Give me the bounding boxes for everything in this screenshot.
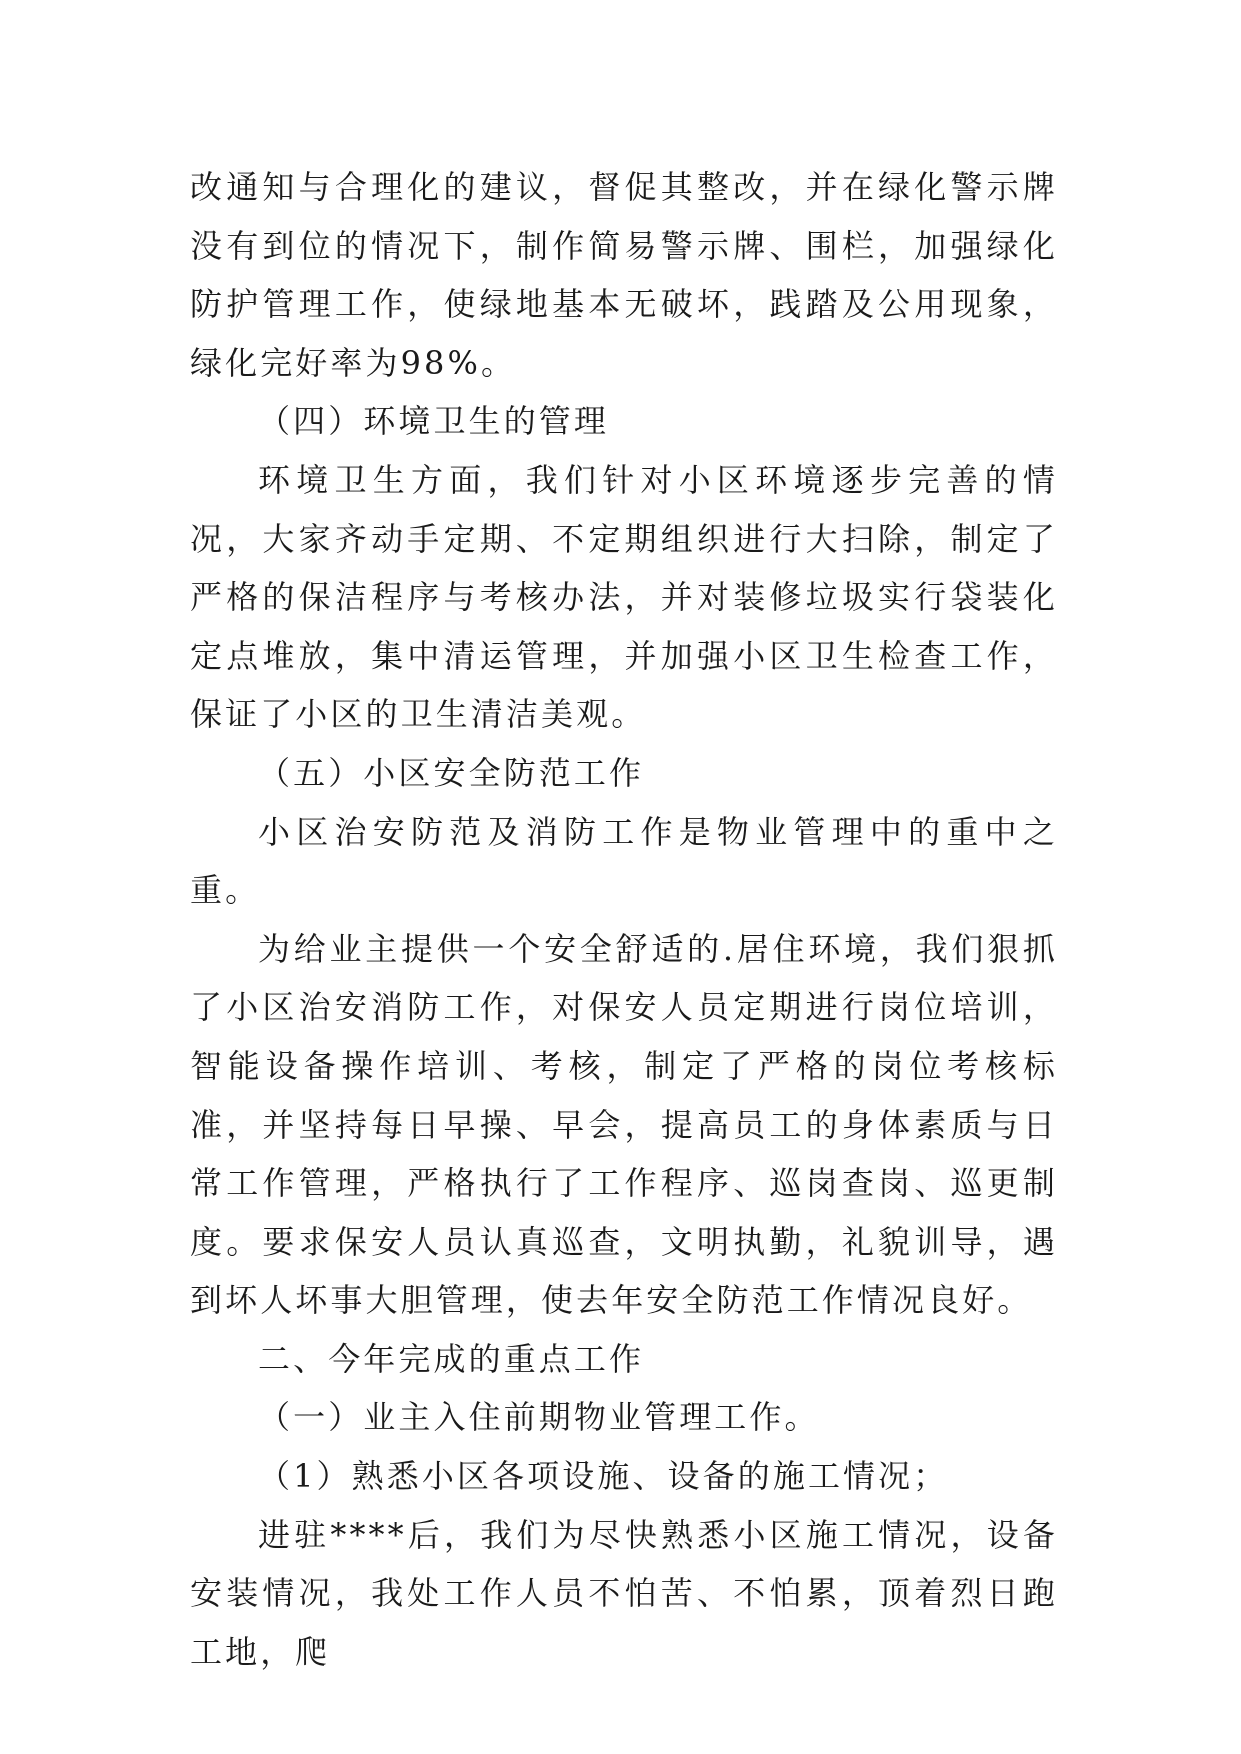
subsection-heading-pre-occupancy: （一）业主入住前期物业管理工作。 <box>258 1398 820 1437</box>
paragraph-security-intro: 小区治安防范及消防工作是物业管理中的重中之重。 <box>190 812 1058 910</box>
section-heading-key-work: 二、今年完成的重点工作 <box>258 1339 645 1378</box>
document-body <box>190 158 1058 1681</box>
paragraph-security-detail: 为给业主提供一个安全舒适的.居住环境，我们狠抓了小区治安消防工作，对保安人员定期进行岗位培训，智能设备操作培训、考核，制定了严格的岗位考核标准，并坚持每日早操、早会，提高员工的身体素质与日常工作管理，严格执行了工作程序、巡岗查岗、巡更制度。要求保安人员认真巡查，文明执勤，礼貌训导，遇到坏人坏事大胆管理，使去年安全防范工作情况良好。 <box>190 929 1058 1320</box>
paragraph-environment: 环境卫生方面，我们针对小区环境逐步完善的情况，大家齐动手定期、不定期组织进行大扫除，制定了严格的保洁程序与考核办法，并对装修垃圾实行袋装化定点堆放，集中清运管理，并加强小区卫生检查工作，保证了小区的卫生清洁美观。 <box>190 460 1058 734</box>
paragraph-greening-continued: 改通知与合理化的建议，督促其整改，并在绿化警示牌没有到位的情况下，制作简易警示牌、围栏，加强绿化防护管理工作，使绿地基本无破坏，践踏及公用现象，绿化完好率为98%。 <box>190 168 1058 382</box>
section-heading-environment: （四）环境卫生的管理 <box>258 402 610 441</box>
item-heading-facilities: （1）熟悉小区各项设施、设备的施工情况； <box>258 1457 949 1496</box>
paragraph-facilities: 进驻****后，我们为尽快熟悉小区施工情况，设备安装情况，我处工作人员不怕苦、不怕累，顶着烈日跑工地，爬 <box>190 1515 1058 1671</box>
section-heading-security: （五）小区安全防范工作 <box>258 753 645 792</box>
